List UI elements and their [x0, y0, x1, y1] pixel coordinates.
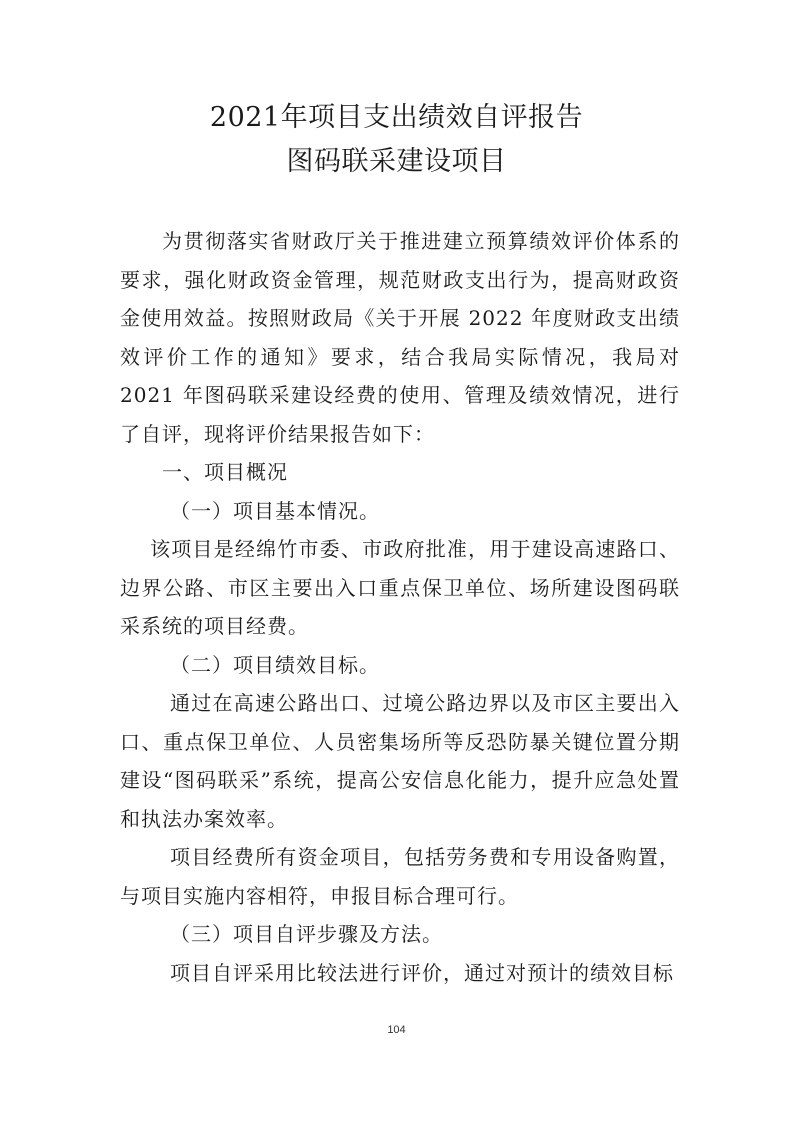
page-number: 104 — [387, 1024, 406, 1036]
subsection-heading-evaluation-method: （三）项目自评步骤及方法。 — [170, 922, 443, 946]
basic-info-paragraph: 该项目是经绵竹市委、市政府批准，用于建设高速路口、边界公路、市区主要出入口重点保卫单位、场所建设图码联采系统的项目经费。 — [120, 537, 680, 638]
intro-paragraph: 为贯彻落实省财政厅关于推进建立预算绩效评价体系的要求，强化财政资金管理，规范财政支出行为，提高财政资金使用效益。按照财政局《关于开展 2022 年度财政支出绩效评价工作的通知》要求，结合我局实际情况，我局对 2021 年图码联采建设经费的使用、管理及绩效情况，进行了自评，现将评价结果报告如下： — [120, 229, 680, 446]
subsection-heading-basic-info: （一）项目基本情况。 — [170, 498, 380, 523]
performance-goals-paragraph: 通过在高速公路出口、过境公路边界以及市区主要出入口、重点保卫单位、人员密集场所等反恐防暴关键位置分期建设“图码联采”系统，提高公安信息化能力，提升应急处置和执法办案效率。 — [120, 691, 680, 831]
report-subtitle: 图码联采建设项目 — [286, 146, 507, 177]
evaluation-method-paragraph: 项目自评采用比较法进行评价，通过对预计的绩效目标 — [170, 960, 674, 985]
section-heading-project-overview: 一、项目概况 — [162, 460, 288, 484]
subsection-heading-performance-goals: （二）项目绩效目标。 — [170, 652, 380, 677]
funding-paragraph: 项目经费所有资金项目，包括劳务费和专用设备购置，与项目实施内容相符，申报目标合理可行。 — [120, 845, 680, 908]
document-body — [120, 222, 680, 992]
report-title: 2021年项目支出绩效自评报告 — [209, 102, 584, 133]
